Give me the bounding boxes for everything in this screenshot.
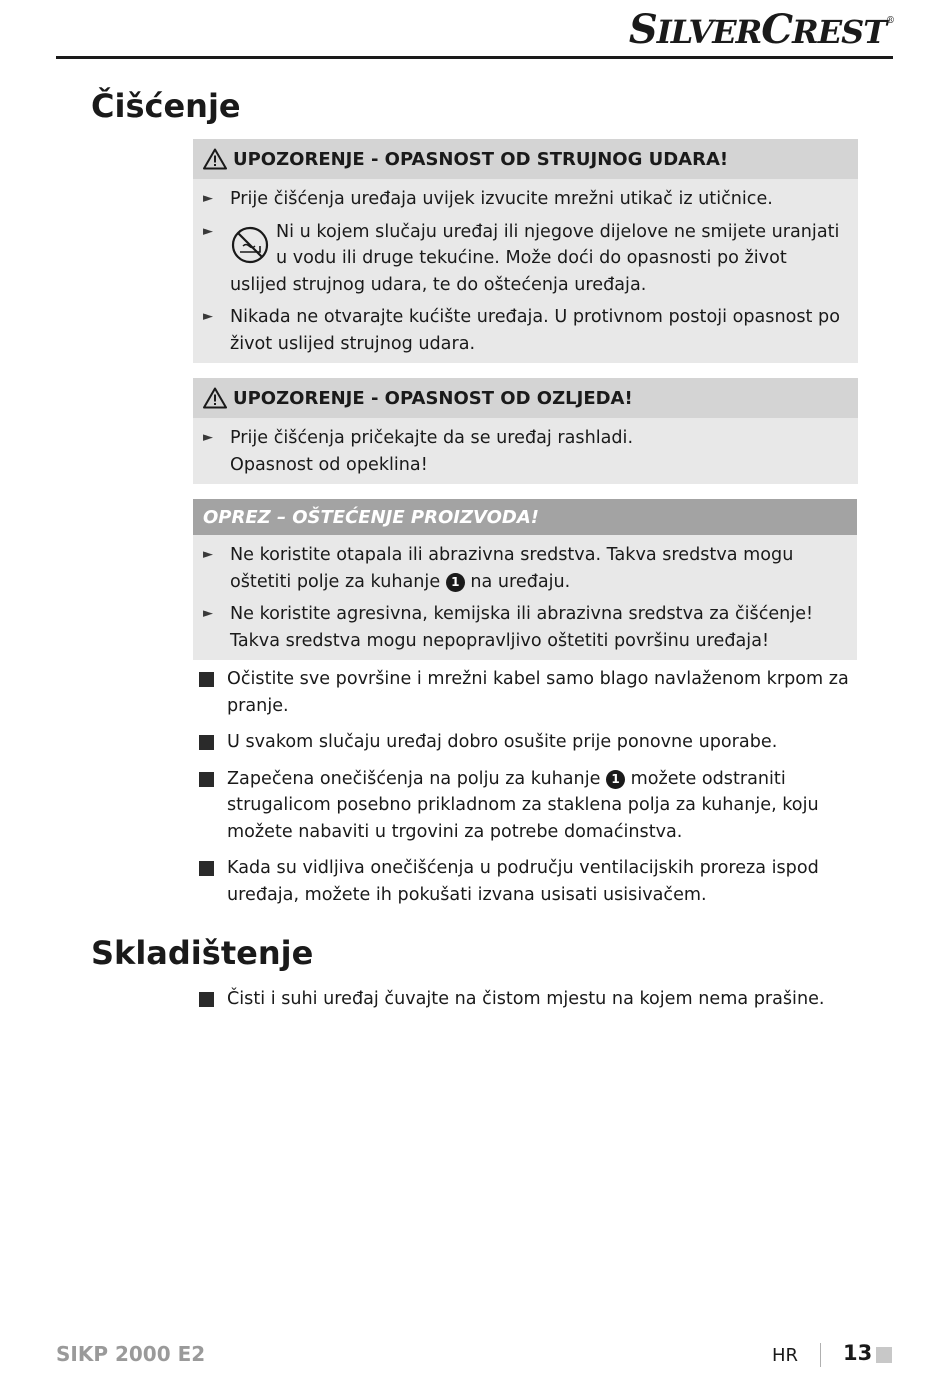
warning-box-electric: [193, 139, 858, 363]
warning-heading: UPOZORENJE - OPASNOST OD STRUJNOG UDARA!: [233, 148, 729, 170]
list-item: ► Prije čišćenja pričekajte da se uređaj rashladi. Opasnost od opeklina!: [203, 425, 848, 478]
list-item: Zapečena onečišćenja na polju za kuhanje 1 možete odstraniti strugalicom posebno prikladnom za staklena polja za kuhanje, koju možete nabaviti u trgovini za potrebe domaćinstva.: [199, 766, 869, 846]
list-item: ► Nikada ne otvarajte kućište uređaja. U protivnom postoji opasnost po život uslijed strujnog udara.: [203, 304, 848, 357]
square-bullet-icon: [199, 861, 214, 876]
section-title-cleaning: Čišćenje: [91, 87, 241, 125]
footer-model: SIKP 2000 E2: [56, 1342, 206, 1366]
storage-steps: [199, 986, 869, 1023]
list-item: ► Prije čišćenja uređaja uvijek izvucite mrežni utikač iz utičnice.: [203, 186, 848, 213]
list-item: ► Ne koristite otapala ili abrazivna sredstva. Takva sredstva mogu oštetiti polje za kuhanje 1 na uređaju.: [203, 542, 847, 595]
caution-heading: OPREZ – OŠTEĆENJE PROIZVODA!: [203, 506, 540, 528]
square-bullet-icon: [199, 772, 214, 787]
cleaning-steps: [199, 666, 869, 918]
page-square-icon: [876, 1347, 892, 1363]
caution-box: [193, 499, 857, 660]
list-item: U svakom slučaju uređaj dobro osušite prije ponovne uporabe.: [199, 729, 869, 756]
arrow-right-icon: ►: [203, 191, 213, 206]
square-bullet-icon: [199, 672, 214, 687]
arrow-right-icon: ►: [203, 309, 213, 324]
warning-header-electric: [193, 139, 858, 179]
part-number-badge: 1: [446, 573, 465, 592]
footer-language: HR: [772, 1345, 799, 1366]
warning-header-injury: [193, 378, 858, 418]
list-item: Kada su vidljiva onečišćenja u području ventilacijskih proreza ispod uređaja, možete ih pokušati izvana usisati usisivačem.: [199, 855, 869, 908]
section-title-storage: Skladištenje: [91, 934, 314, 972]
arrow-right-icon: ►: [203, 430, 213, 445]
list-item: ► Ni u kojem slučaju uređaj ili njegove dijelove ne smijete uranjati u vodu ili druge tekućine. Može doći do opasnosti po život uslijed strujnog udara, te do oštećenja uređaja.: [203, 219, 848, 299]
warning-box-injury: [193, 378, 858, 484]
arrow-right-icon: ►: [203, 223, 213, 239]
arrow-right-icon: ►: [203, 547, 213, 562]
part-number-badge: 1: [606, 770, 625, 789]
no-immersion-icon: [230, 225, 270, 265]
caution-header: [193, 499, 857, 535]
list-item: ► Ne koristite agresivna, kemijska ili abrazivna sredstva za čišćenje! Takva sredstva mogu nepopravljivo oštetiti površinu uređaja!: [203, 601, 847, 654]
warning-triangle-icon: [203, 387, 227, 409]
list-item: Očistite sve površine i mrežni kabel samo blago navlaženom krpom za pranje.: [199, 666, 869, 719]
arrow-right-icon: ►: [203, 606, 213, 621]
warning-heading: UPOZORENJE - OPASNOST OD OZLJEDA!: [233, 387, 633, 409]
page-number: 13: [843, 1341, 873, 1365]
list-item: Čisti i suhi uređaj čuvajte na čistom mjestu na kojem nema prašine.: [199, 986, 869, 1013]
footer-divider: [820, 1343, 821, 1367]
brand-logo: SILVERCREST®: [628, 6, 894, 53]
header-rule: [56, 56, 893, 59]
square-bullet-icon: [199, 992, 214, 1007]
warning-triangle-icon: [203, 148, 227, 170]
square-bullet-icon: [199, 735, 214, 750]
